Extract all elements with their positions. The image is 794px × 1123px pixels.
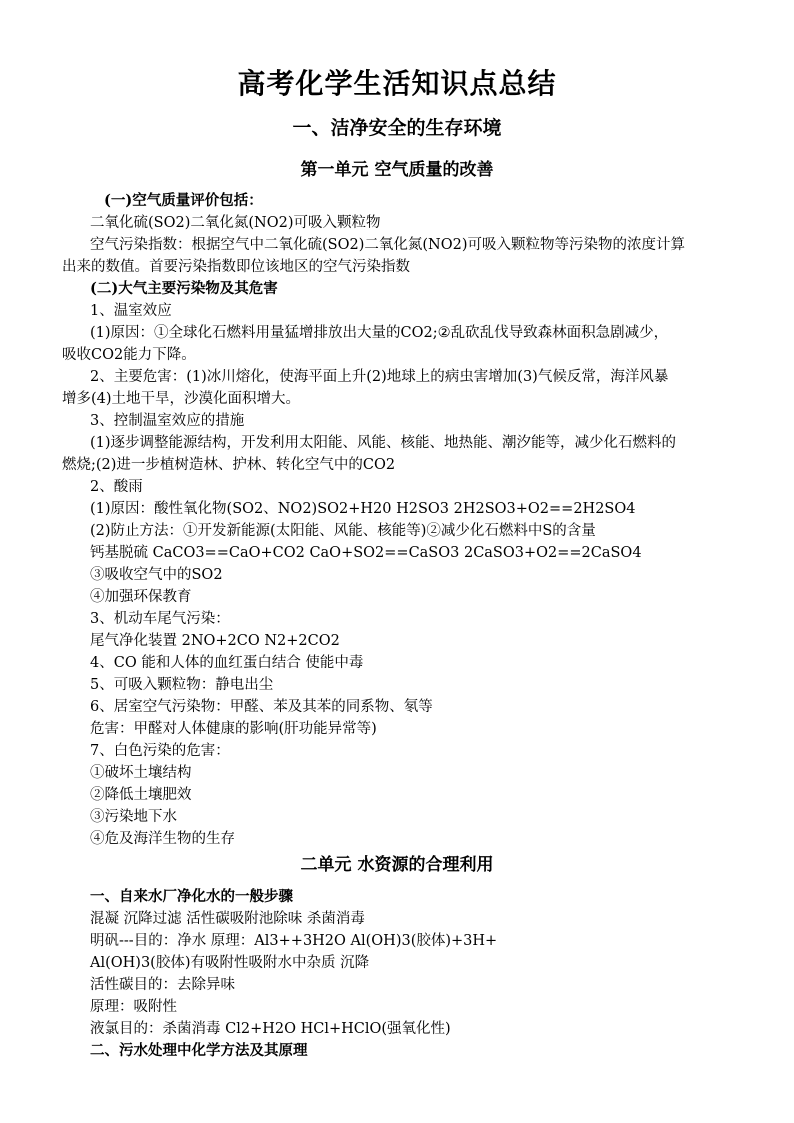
paragraph-line: 活性碳目的：去除异味: [90, 977, 235, 993]
paragraph-line: (2)防止方法：①开发新能源(太阳能、风能、核能等)②减少化石燃料中S的含量: [90, 523, 596, 539]
paragraph-line: ②降低土壤肥效: [90, 787, 192, 803]
paragraph-line: (1)原因：酸性氧化物(SO2、NO2)SO2+H20 H2SO3 2H2SO3+O2==2H2SO4: [90, 501, 636, 517]
paragraph-line: (1)逐步调整能源结构，开发利用太阳能、风能、核能、地热能、潮汐能等，减少化石燃料的: [90, 435, 677, 451]
subheading-sewage-treatment: 二、污水处理中化学方法及其原理: [90, 1042, 308, 1059]
section-heading: 一、洁净安全的生存环境: [292, 117, 502, 139]
paragraph-line: 出来的数值。首要污染指数即位该地区的空气污染指数: [62, 259, 410, 275]
document-title: 高考化学生活知识点总结: [237, 67, 557, 100]
paragraph-line: 2、主要危害：(1)冰川熔化，使海平面上升(2)地球上的病虫害增加(3)气候反常，海洋风暴: [90, 369, 669, 385]
paragraph-line: 1、温室效应: [90, 303, 172, 319]
paragraph-line: ④危及海洋生物的生存: [90, 831, 235, 847]
paragraph-line: 尾气净化装置 2NO+2CO N2+2CO2: [90, 633, 340, 649]
paragraph-line: 燃烧;(2)进一步植树造林、护林、转化空气中的CO2: [62, 457, 396, 473]
paragraph-line: 混凝 沉降过滤 活性碳吸附池除味 杀菌消毒: [90, 911, 365, 927]
paragraph-line: 3、机动车尾气污染：: [90, 611, 230, 627]
paragraph-line: 钙基脱硫 CaCO3==CaO+CO2 CaO+SO2==CaSO3 2CaSO3+O2==2CaSO4: [90, 545, 642, 561]
paragraph-line: 6、居室空气污染物：甲醛、苯及其苯的同系物、氡等: [90, 699, 433, 715]
paragraph-line: 3、控制温室效应的措施: [90, 413, 245, 429]
paragraph-line: ①破坏土壤结构: [90, 765, 192, 781]
paragraph-line: Al(OH)3(胶体)有吸附性吸附水中杂质 沉降: [90, 955, 370, 971]
paragraph-line: 明矾---目的：净水 原理：Al3++3H2O Al(OH)3(胶体)+3H+: [90, 933, 498, 949]
subheading-water-purification: 一、自来水厂净化水的一般步骤: [90, 888, 293, 905]
paragraph-line: 二氧化硫(SO2)二氧化氮(NO2)可吸入颗粒物: [90, 215, 381, 231]
paragraph-line: 2、酸雨: [90, 479, 143, 495]
paragraph-line: 7、白色污染的危害：: [90, 743, 230, 759]
paragraph-line: ③污染地下水: [90, 809, 177, 825]
subheading-air-quality: (一)空气质量评价包括：: [104, 192, 263, 209]
paragraph-line: 液氯目的：杀菌消毒 Cl2+H2O HCl+HClO(强氧化性): [90, 1021, 451, 1037]
subheading-pollutants: (二)大气主要污染物及其危害: [90, 280, 278, 297]
unit-heading-2: 二单元 水资源的合理利用: [300, 855, 494, 875]
paragraph-line: 空气污染指数：根据空气中二氧化硫(SO2)二氧化氮(NO2)可吸入颗粒物等污染物的浓度计算: [90, 237, 685, 253]
paragraph-line: ③吸收空气中的SO2: [90, 567, 223, 583]
paragraph-line: 原理：吸附性: [90, 999, 177, 1015]
paragraph-line: 5、可吸入颗粒物：静电出尘: [90, 677, 274, 693]
paragraph-line: (1)原因：①全球化石燃料用量猛增排放出大量的CO2;②乱砍乱伐导致森林面积急剧减少，: [90, 325, 669, 341]
paragraph-line: ④加强环保教育: [90, 589, 192, 605]
paragraph-line: 4、CO 能和人体的血红蛋白结合 使能中毒: [90, 655, 364, 671]
paragraph-line: 吸收CO2能力下降。: [62, 347, 196, 363]
paragraph-line: 危害：甲醛对人体健康的影响(肝功能异常等): [90, 721, 377, 737]
unit-heading-1: 第一单元 空气质量的改善: [300, 160, 494, 180]
paragraph-line: 增多(4)土地干旱，沙漠化面积增大。: [62, 391, 301, 407]
